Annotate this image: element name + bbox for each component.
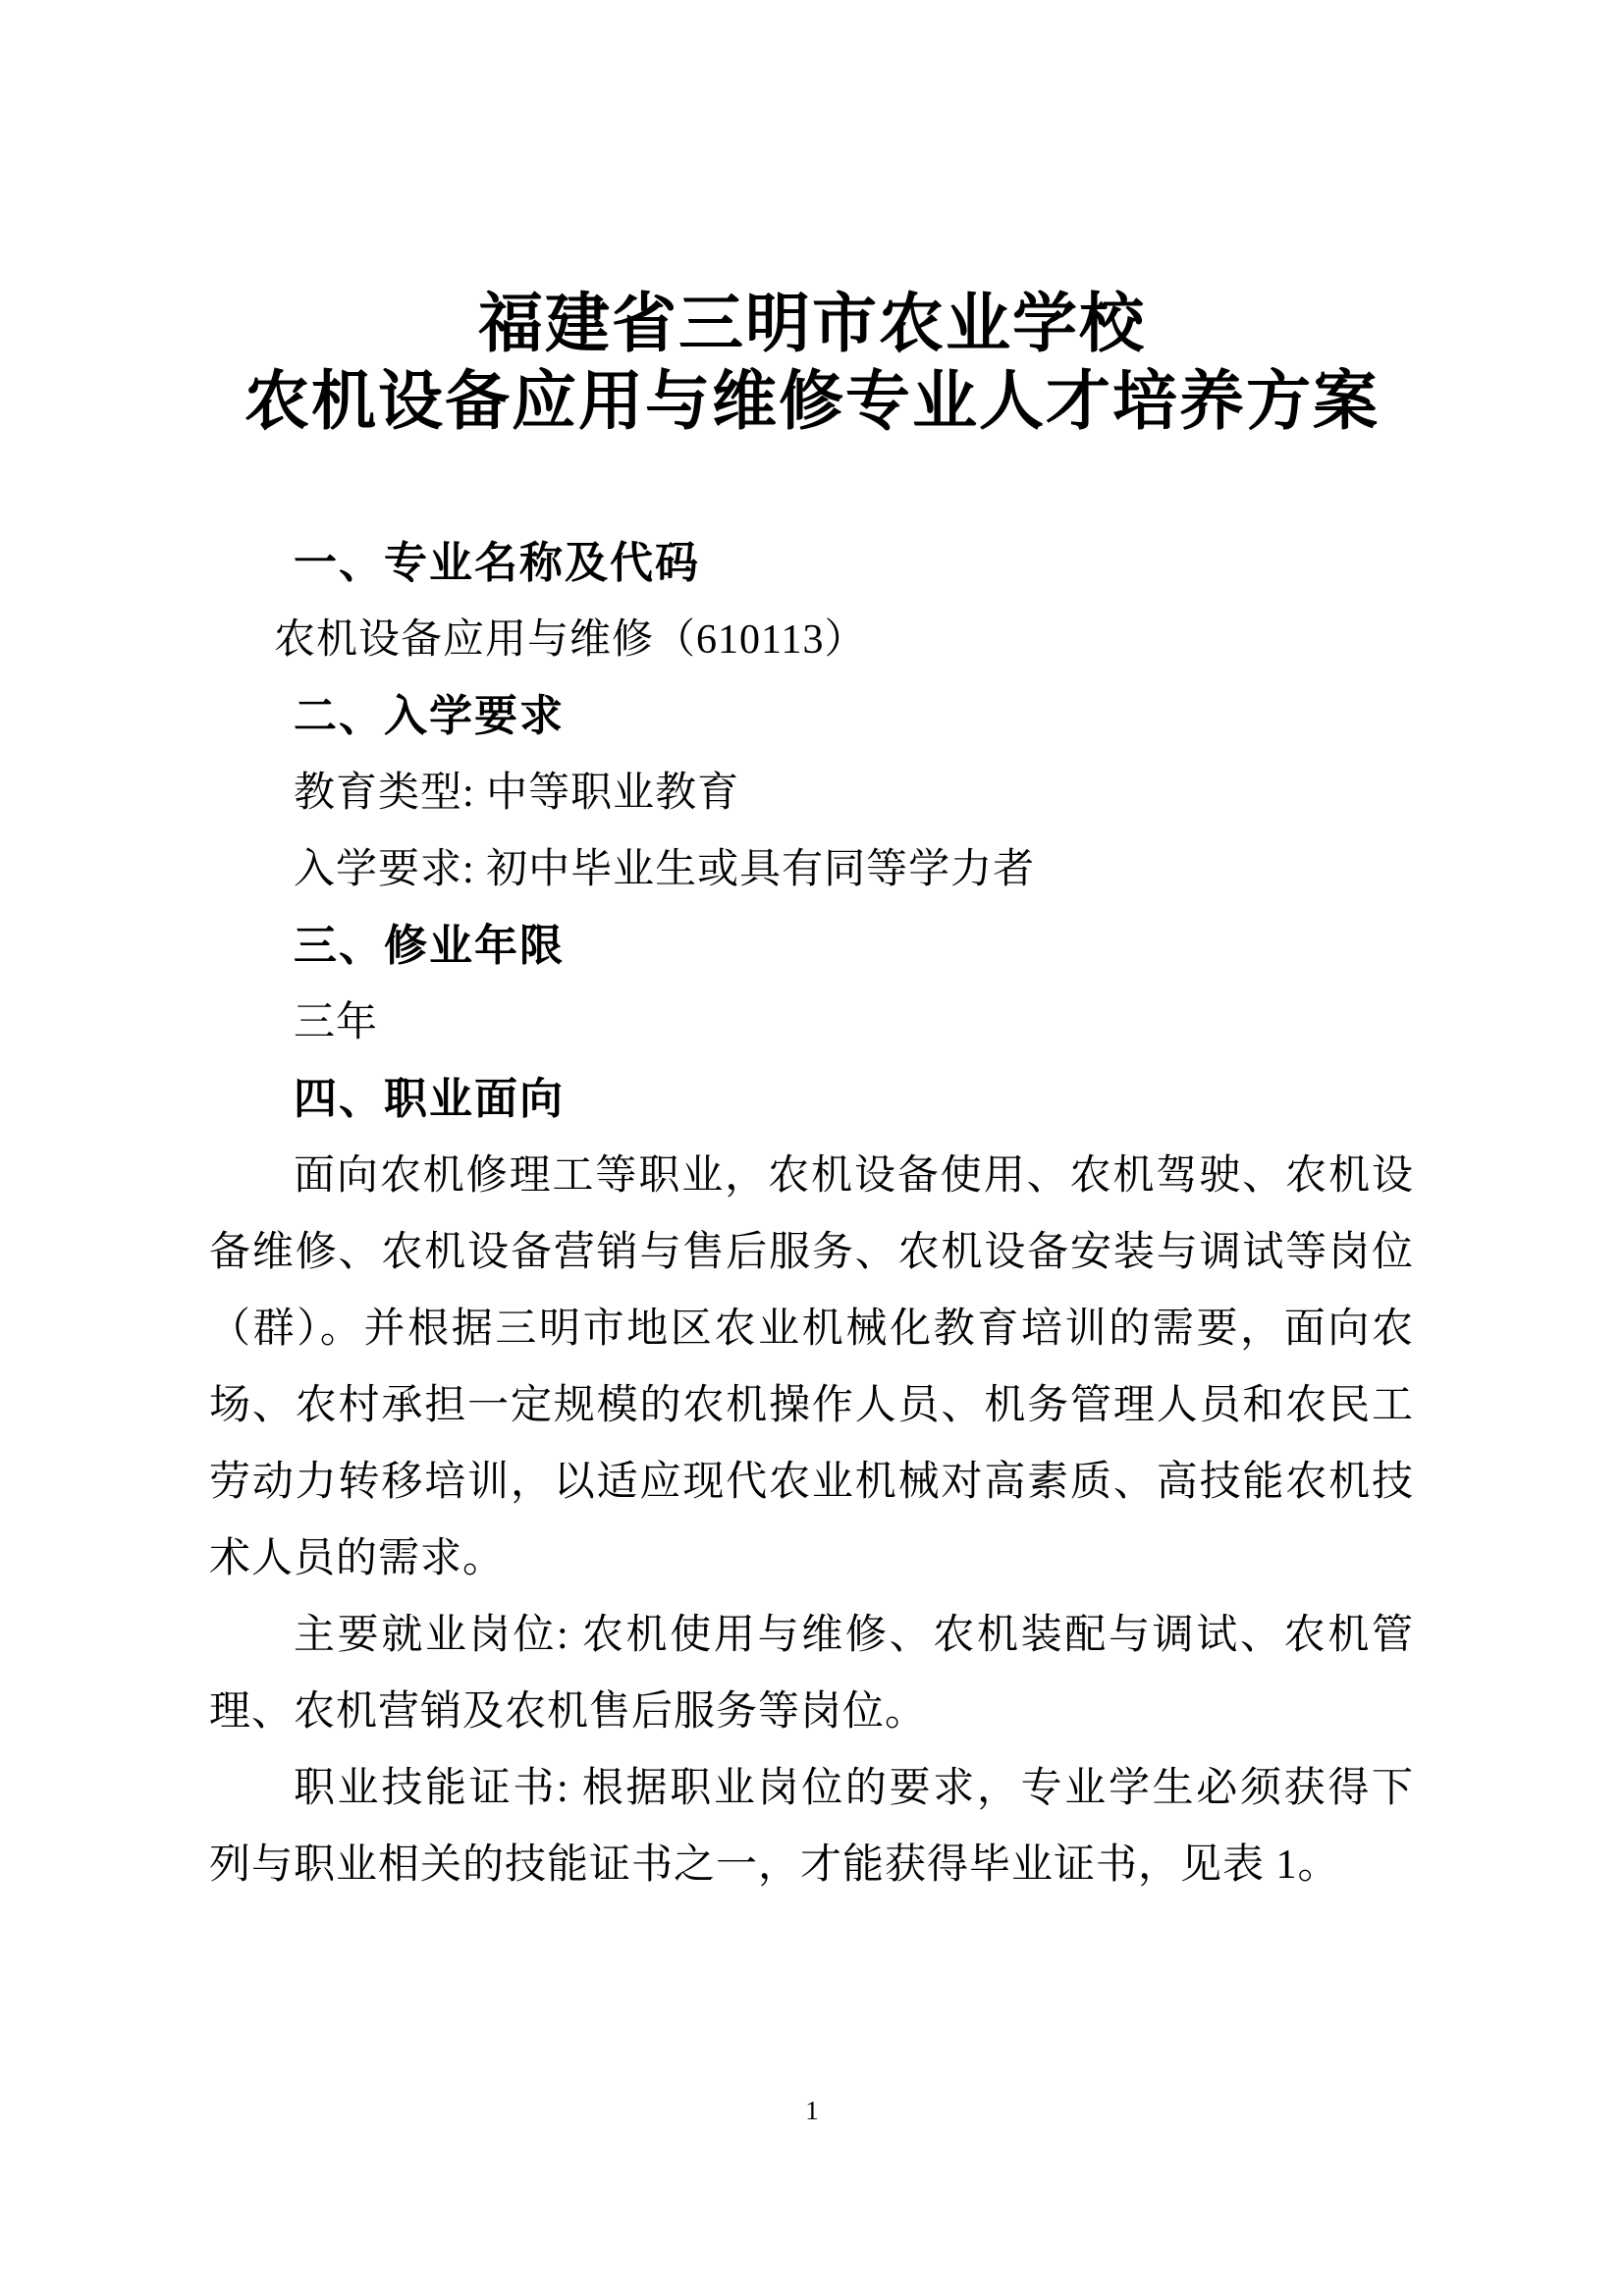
- career-paragraph-line-6: 术人员的需求。: [209, 1536, 506, 1581]
- study-period-line: 三年: [294, 1000, 379, 1045]
- section-heading-entry-requirements: 二、入学要求: [294, 692, 565, 740]
- major-name-code-line: 农机设备应用与维修（610113）: [274, 617, 867, 663]
- career-paragraph-line-1: 面向农机修理工等职业，农机设备使用、农机驾驶、农机设: [294, 1153, 1414, 1199]
- document-body: [209, 525, 1414, 1903]
- entry-requirement-line: 入学要求: 初中毕业生或具有同等学力者: [294, 847, 1036, 892]
- certificate-paragraph-line-2: 列与职业相关的技能证书之一，才能获得毕业证书，见表 1。: [209, 1842, 1340, 1888]
- section-heading-major-name-code: 一、专业名称及代码: [294, 539, 700, 587]
- career-paragraph-line-3: （群）。并根据三明市地区农业机械化教育培训的需要，面向农: [209, 1307, 1414, 1352]
- employment-paragraph-line-2: 理、农机营销及农机售后服务等岗位。: [209, 1689, 928, 1735]
- education-type-line: 教育类型: 中等职业教育: [294, 771, 740, 816]
- page-number: 1: [805, 2096, 819, 2125]
- career-paragraph-line-2: 备维修、农机设备营销与售后服务、农机设备安装与调试等岗位: [209, 1230, 1414, 1275]
- career-paragraph-line-4: 场、农村承担一定规模的农机操作人员、机务管理人员和农民工: [209, 1383, 1414, 1428]
- title-line-2: 农机设备应用与维修专业人才培养方案: [244, 366, 1380, 438]
- section-heading-study-period: 三、修业年限: [294, 922, 565, 970]
- certificate-paragraph-line-1: 职业技能证书: 根据职业岗位的要求，专业学生必须获得下: [294, 1766, 1414, 1811]
- employment-paragraph-line-1: 主要就业岗位: 农机使用与维修、农机装配与调试、农机管: [294, 1613, 1414, 1658]
- career-paragraph-line-5: 劳动力转移培训，以适应现代农业机械对高素质、高技能农机技: [209, 1460, 1414, 1505]
- section-heading-career-orientation: 四、职业面向: [294, 1075, 565, 1123]
- title-line-1: 福建省三明市农业学校: [478, 289, 1146, 360]
- document-title: [0, 286, 1624, 441]
